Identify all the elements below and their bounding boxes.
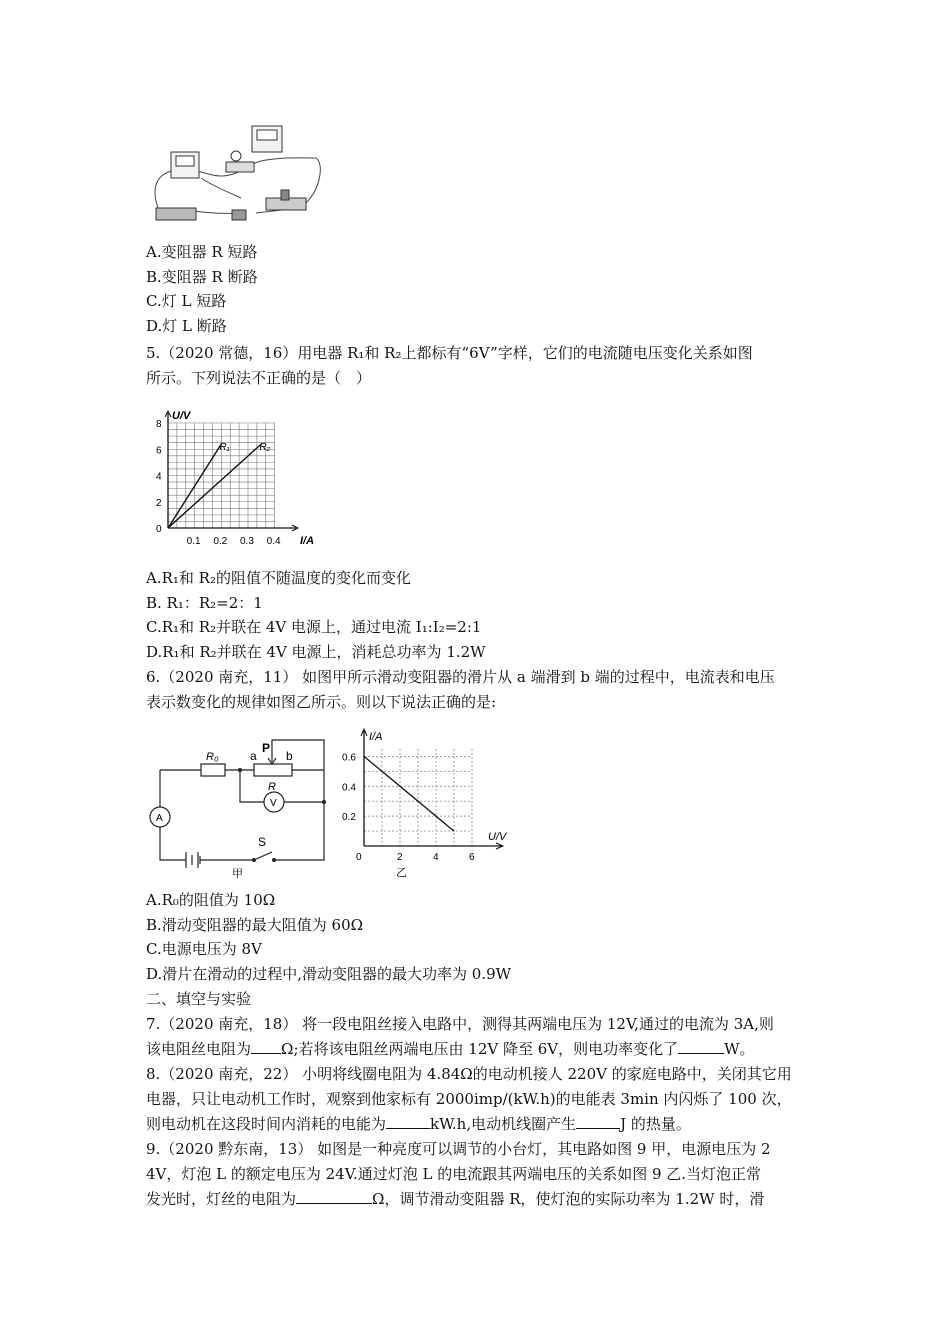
caption-jia: 甲 xyxy=(232,868,243,880)
label-r: R xyxy=(268,781,276,793)
x-tick-label: 0.3 xyxy=(240,536,254,547)
y-tick-label: 2 xyxy=(156,497,162,509)
q9-blank-resistance[interactable] xyxy=(296,1189,372,1204)
q4-option-b: B.变阻器 R 断路 xyxy=(146,268,258,286)
x-tick-label: 0 xyxy=(356,852,362,863)
q7-line2-part2: Ω;若将该电阻丝两端电压由 12V 降至 6V，则电功率变化了 xyxy=(281,1040,679,1058)
x-tick-label: 4 xyxy=(433,852,439,863)
q5-option-b: B. R₁：R₂=2：1 xyxy=(146,594,263,612)
label-s: S xyxy=(258,835,267,849)
q8-blank-heat[interactable] xyxy=(576,1114,620,1129)
circuit-diagram-drawing xyxy=(146,722,346,882)
q4-option-c: C.灯 L 短路 xyxy=(146,292,227,310)
q8-blank-energy[interactable] xyxy=(386,1114,430,1129)
q6-option-c: C.电源电压为 8V xyxy=(146,940,262,958)
q7-line2 xyxy=(146,1039,755,1059)
iu-graph-chart xyxy=(340,722,515,882)
q6-option-a: A.R₀的阻值为 10Ω xyxy=(146,891,276,909)
label-a: a xyxy=(250,749,257,763)
y-axis-label: U/V xyxy=(172,410,191,422)
label-b: b xyxy=(286,749,293,763)
q5-stem-line1: 5.（2020 常德，16）用电器 R₁和 R₂上都标有“6V”字样，它们的电流随电压变化关系如图 xyxy=(146,344,753,362)
q9-line3 xyxy=(146,1189,764,1209)
x-tick-label: 0.4 xyxy=(266,536,281,547)
q4-option-a: A.变阻器 R 短路 xyxy=(146,243,258,261)
x-tick-label: 0.1 xyxy=(186,536,201,547)
q5-option-d: D.R₁和 R₂并联在 4V 电源上，消耗总功率为 1.2W xyxy=(146,643,486,661)
q6-option-b: B.滑动变阻器的最大阻值为 60Ω xyxy=(146,916,364,934)
q7-blank-power[interactable] xyxy=(678,1039,724,1054)
q5-option-a: A.R₁和 R₂的阻值不随温度的变化而变化 xyxy=(146,569,411,587)
q9-line1: 9.（2020 黔东南，13） 如图是一种亮度可以调节的小台灯，其电路如图 9 甲，电源电压为 2 xyxy=(146,1140,771,1158)
q6-stem-line1: 6.（2020 南充，11） 如图甲所示滑动变阻器的滑片从 a 端滑到 b 端的过程中，电流表和电压 xyxy=(146,668,775,686)
y-tick-label: 0.4 xyxy=(342,782,356,794)
q8-line3-part2: kW.h,电动机线圈产生 xyxy=(430,1115,577,1133)
y-tick-label: 8 xyxy=(156,419,162,430)
ui-graph-figure xyxy=(146,402,316,554)
q7-blank-resistance[interactable] xyxy=(251,1039,281,1054)
q9-line3-part1: 发光时，灯丝的电阻为 xyxy=(146,1190,297,1208)
x-tick-label: 6 xyxy=(469,852,475,863)
q7-line2-part1: 该电阻丝电阻为 xyxy=(146,1040,252,1058)
ui-graph-chart xyxy=(146,402,316,554)
y-tick-label: 4 xyxy=(156,471,162,483)
y-tick-label: 0 xyxy=(156,524,162,535)
q8-line2: 电器，只让电动机工作时，观察到他家标有 2000imp/(kW.h)的电能表 3min 内闪烁了 100 次， xyxy=(146,1090,792,1108)
x-tick-label: 2 xyxy=(397,852,403,863)
section-heading: 二、填空与实验 xyxy=(146,990,252,1008)
ammeter-label: A xyxy=(156,813,163,824)
q9-line2: 4V，灯泡 L 的额定电压为 24V.通过灯泡 L 的电流跟其两端电压的关系如图 9 乙.当灯泡正常 xyxy=(146,1165,762,1183)
iu-graph-figure xyxy=(340,722,515,882)
q6-option-d: D.滑片在滑动的过程中,滑动变阻器的最大功率为 0.9W xyxy=(146,965,512,983)
q9-line3-part2: Ω，调节滑动变阻器 R，使灯泡的实际功率为 1.2W 时，滑 xyxy=(372,1190,765,1208)
q5-option-c: C.R₁和 R₂并联在 4V 电源上，通过电流 I₁:I₂=2:1 xyxy=(146,618,482,636)
circuit-photo-figure xyxy=(146,118,326,228)
q7-line2-part3: W。 xyxy=(724,1040,755,1058)
q8-line3-part3: J 的热量。 xyxy=(620,1115,691,1133)
q7-line1: 7.（2020 南充，18） 将一段电阻丝接入电路中，测得其两端电压为 12V,通过的电流为 3A,则 xyxy=(146,1015,774,1033)
series-label-2: R₂ xyxy=(259,442,271,453)
q6-stem-line2: 表示数变化的规律如图乙所示。则以下说法正确的是: xyxy=(146,693,497,711)
label-p: P xyxy=(262,741,271,755)
q8-line1: 8.（2020 南充，22） 小明将线圈电阻为 4.84Ω的电动机接人 220V 的家庭电路中，关闭其它用 xyxy=(146,1065,792,1083)
q4-option-d: D.灯 L 断路 xyxy=(146,317,227,335)
q8-line3 xyxy=(146,1114,691,1134)
series-label-1: R₁ xyxy=(219,442,230,453)
x-tick-label: 0.2 xyxy=(213,536,228,547)
x-axis-label: U/V xyxy=(488,831,507,843)
series-line-2 xyxy=(168,444,261,528)
y-axis-label: I/A xyxy=(369,731,383,743)
label-r0: R₀ xyxy=(206,751,219,763)
q5-stem-line2: 所示。下列说法不正确的是（ ） xyxy=(146,369,372,387)
circuit-photo-drawing xyxy=(146,118,326,228)
voltmeter-label: V xyxy=(270,798,277,809)
caption-yi: 乙 xyxy=(396,867,407,879)
y-tick-label: 0.2 xyxy=(342,812,356,824)
y-tick-label: 6 xyxy=(156,445,162,457)
y-tick-label: 0.6 xyxy=(342,752,356,764)
circuit-diagram-jia xyxy=(146,722,346,882)
x-axis-label: I/A xyxy=(300,535,315,547)
q8-line3-part1: 则电动机在这段时间内消耗的电能为 xyxy=(146,1115,387,1133)
series-line-1 xyxy=(364,756,454,831)
